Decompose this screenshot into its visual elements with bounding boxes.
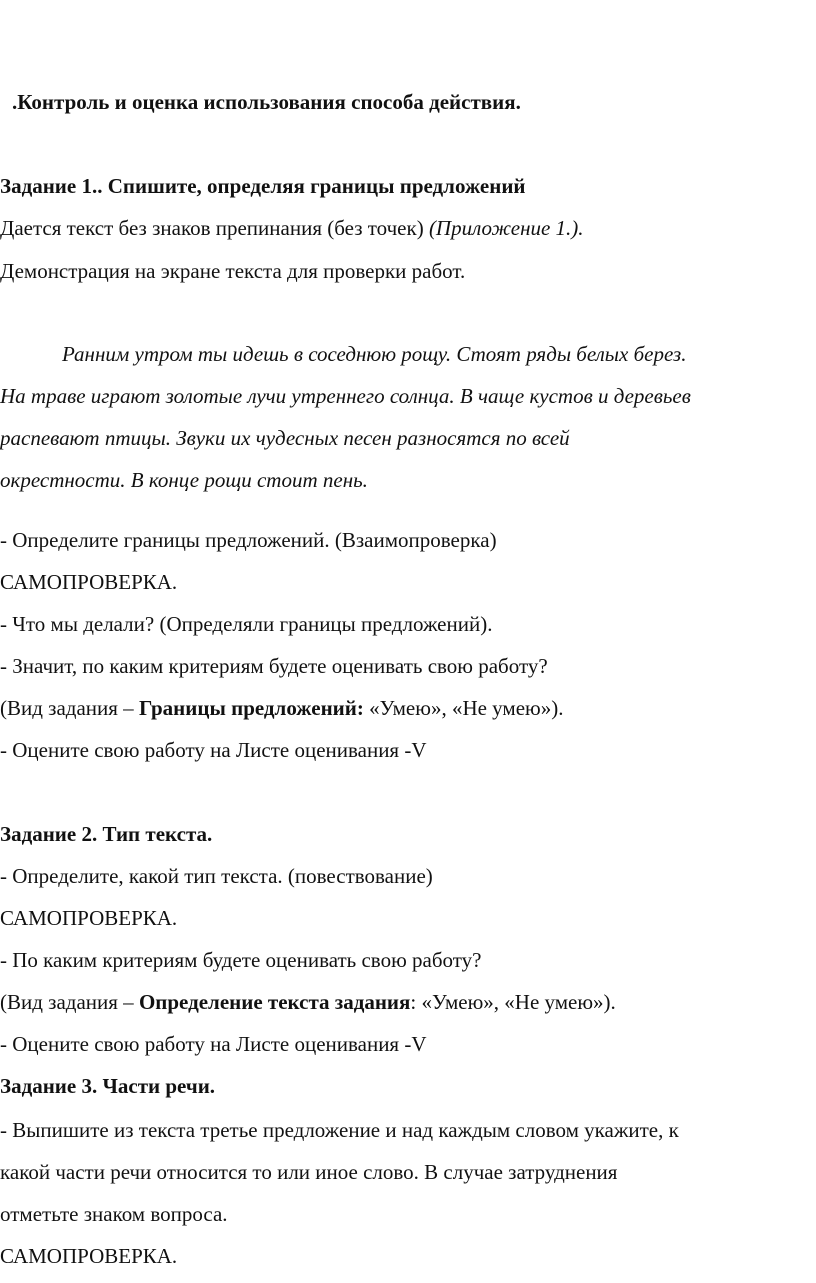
task2-criteria-question: - По каким критериям будете оценивать свою работу? <box>0 948 482 972</box>
task1-question: - Что мы делали? (Определяли границы предложений). <box>0 612 493 636</box>
task1-intro <box>0 215 584 241</box>
passage-line: распевают птицы. Звуки их чудесных песен разносятся по всей <box>0 426 570 450</box>
task2-criteria <box>0 989 616 1015</box>
task2-self-check: САМОПРОВЕРКА. <box>0 906 178 930</box>
task1-intro-appendix: (Приложение 1.). <box>428 216 584 240</box>
task1-criteria-prefix: (Вид задания – <box>0 696 139 720</box>
task1-criteria <box>0 695 563 721</box>
task1-self-check: САМОПРОВЕРКА. <box>0 570 178 594</box>
passage-line: Ранним утром ты идешь в соседнюю рощу. Стоят ряды белых берез. <box>62 342 687 366</box>
task1-criteria-suffix: «Умею», «Не умею»). <box>363 696 564 720</box>
task2-evaluate: - Оцените свою работу на Листе оценивания -V <box>0 1032 427 1056</box>
task2-criteria-bold: Определение текста задания <box>138 990 411 1014</box>
task3-heading: Задание 3. Части речи. <box>0 1074 216 1098</box>
task1-intro-text: Дается текст без знаков препинания (без точек) <box>0 216 429 240</box>
task1-evaluate: - Оцените свою работу на Листе оценивания -V <box>0 738 427 762</box>
task1-heading: Задание 1.. Спишите, определяя границы предложений <box>0 174 526 198</box>
passage-line: На траве играют золотые лучи утреннего солнца. В чаще кустов и деревьев <box>0 384 691 408</box>
task1-criteria-question: - Значит, по каким критериям будете оценивать свою работу? <box>0 654 548 678</box>
task2-instruction: - Определите, какой тип текста. (повествование) <box>0 864 433 888</box>
task2-heading: Задание 2. Тип текста. <box>0 822 213 846</box>
task3-instruction-line: отметьте знаком вопроса. <box>0 1202 228 1226</box>
passage-line: окрестности. В конце рощи стоит пень. <box>0 468 368 492</box>
task1-instruction: - Определите границы предложений. (Взаимопроверка) <box>0 528 497 552</box>
task1-criteria-bold: Границы предложений: <box>138 696 364 720</box>
task3-instruction-line: какой части речи относится то или иное слово. В случае затруднения <box>0 1160 618 1184</box>
section-title: .Контроль и оценка использования способа действия. <box>12 90 521 114</box>
task2-criteria-prefix: (Вид задания – <box>0 990 139 1014</box>
task3-self-check: САМОПРОВЕРКА. <box>0 1244 178 1268</box>
task3-instruction-line: - Выпишите из текста третье предложение и над каждым словом укажите, к <box>0 1118 679 1142</box>
task1-demo-line: Демонстрация на экране текста для проверки работ. <box>0 259 466 283</box>
task2-criteria-suffix: : «Умею», «Не умею»). <box>410 990 616 1014</box>
